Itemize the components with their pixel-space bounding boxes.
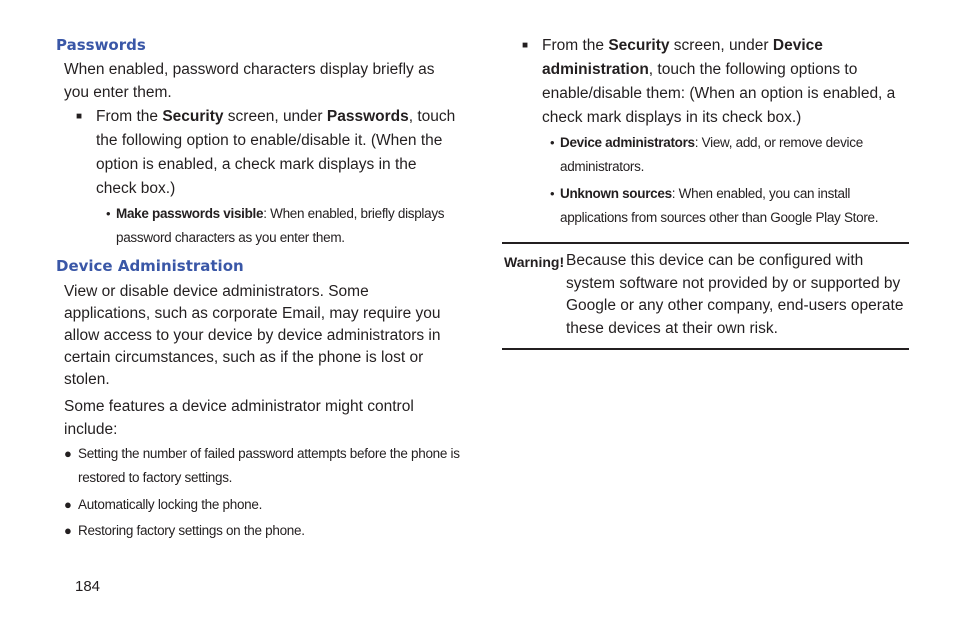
device-admin-step-text: From the Security screen, under Device administration, touch the following options to enable/disable them: (When an option is enabled, a check mark displays in its check box.) xyxy=(542,37,896,126)
list-item: ● Setting the number of failed password attempts before the phone is restored to factory settings. xyxy=(56,442,466,490)
square-bullet-icon: ■ xyxy=(76,111,83,122)
dot-bullet-icon: • xyxy=(550,135,555,150)
dot-bullet-icon: ● xyxy=(64,523,72,538)
dot-bullet-icon: • xyxy=(550,186,555,201)
dot-bullet-icon: ● xyxy=(64,446,72,461)
passwords-intro: When enabled, password characters display briefly as you enter them. xyxy=(64,61,435,101)
option-text: : When enabled, briefly displays password characters as you enter them. xyxy=(116,206,445,245)
dot-bullet-icon: ● xyxy=(64,497,72,512)
option-unknown-sources: • Unknown sources: When enabled, you can install applications from sources other than Google Play Store. xyxy=(550,182,909,230)
device-admin-heading: Device Administration xyxy=(56,257,244,275)
device-admin-intro: View or disable device administrators. Some applications, such as corporate Email, may require you allow access to your device by device administrators in certain circumstances, such as if the phone is lost or stolen. xyxy=(64,283,441,388)
square-bullet-icon: ■ xyxy=(522,40,529,51)
device-admin-features-intro: Some features a device administrator might control include: xyxy=(64,398,414,438)
warning-box xyxy=(502,242,909,350)
page-number: 184 xyxy=(75,578,101,595)
passwords-step-text: From the Security screen, under Passwords, touch the following option to enable/disable it. (When the option is enabled, a check mark displays in the check box.) xyxy=(96,108,456,197)
right-column xyxy=(502,34,909,230)
dot-bullet-icon: • xyxy=(106,206,111,221)
list-item: ● Automatically locking the phone. xyxy=(56,493,466,517)
warning-text: Because this device can be configured with system software not provided by or supported by Google or any other company, end-users operate these devices at their own risk. xyxy=(566,252,904,337)
passwords-option xyxy=(106,202,466,250)
warning-label: Warning! xyxy=(504,254,565,270)
left-column xyxy=(56,34,466,543)
passwords-heading: Passwords xyxy=(56,36,146,54)
passwords-step xyxy=(56,105,466,201)
option-label: Make passwords visible xyxy=(116,206,264,221)
option-device-administrators: • Device administrators: View, add, or remove device administrators. xyxy=(550,131,909,179)
list-item: ● Restoring factory settings on the phone. xyxy=(56,519,466,543)
device-admin-step xyxy=(502,34,909,130)
